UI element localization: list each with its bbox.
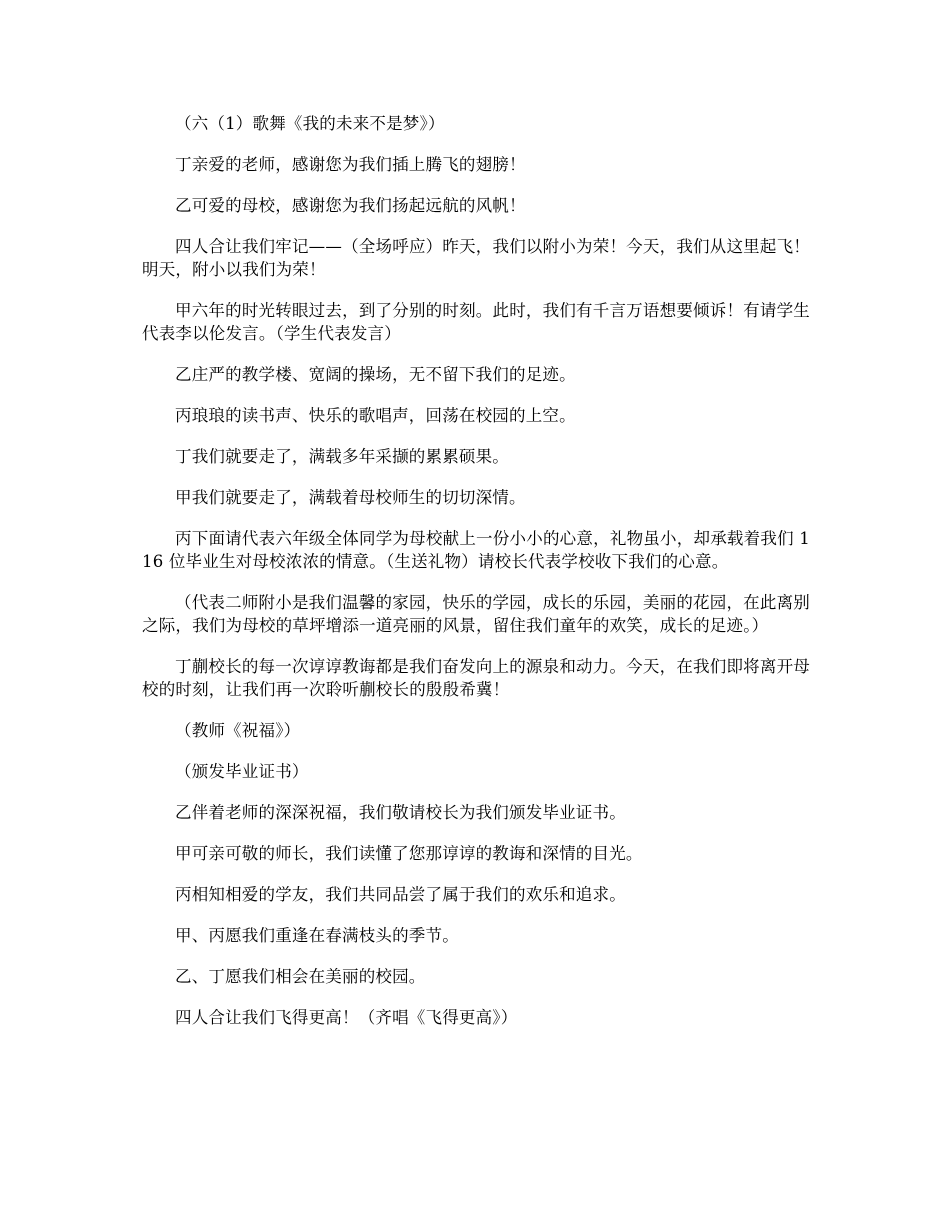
paragraph: 四人合让我们飞得更高！（齐唱《飞得更高》）	[175, 1008, 518, 1027]
document-body	[142, 112, 810, 1047]
paragraph: 丙相知相爱的学友，我们共同品尝了属于我们的欢乐和追求。	[175, 885, 626, 904]
paragraph: 四人合让我们牢记——（全场呼应）昨天，我们以附小为荣！今天，我们从这里起飞！明天，附小以我们为荣！	[142, 237, 810, 279]
paragraph: （教师《祝福》）	[175, 721, 301, 740]
paragraph: 甲我们就要走了，满载着母校师生的切切深情。	[175, 488, 526, 507]
paragraph: 乙、丁愿我们相会在美丽的校园。	[175, 967, 426, 986]
paragraph: 丁我们就要走了，满载多年采撷的累累硕果。	[175, 447, 509, 466]
paragraph: （代表二师附小是我们温馨的家园，快乐的学园，成长的乐园，美丽的花园，在此离别之际，我们为母校的草坪增添一道亮丽的风景，留住我们童年的欢笑，成长的足迹。）	[142, 593, 810, 635]
paragraph: （六（1）歌舞《我的未来不是梦》）	[175, 114, 445, 133]
paragraph: 甲可亲可敬的师长，我们读懂了您那谆谆的教诲和深情的目光。	[175, 844, 643, 863]
paragraph: （颁发毕业证书）	[175, 762, 309, 781]
paragraph: 甲六年的时光转眼过去，到了分别的时刻。此时，我们有千言万语想要倾诉！有请学生代表李以伦发言。（学生代表发言）	[142, 301, 810, 343]
paragraph: 乙庄严的教学楼、宽阔的操场，无不留下我们的足迹。	[175, 365, 576, 384]
paragraph: 丁蒯校长的每一次谆谆教诲都是我们奋发向上的源泉和动力。今天，在我们即将离开母校的时刻，让我们再一次聆听蒯校长的殷殷希冀！	[142, 657, 810, 699]
paragraph: 乙可爱的母校，感谢您为我们扬起远航的风帆！	[175, 196, 526, 215]
paragraph: 丙下面请代表六年级全体同学为母校献上一份小小的心意，礼物虽小，却承载着我们 116 位毕业生对母校浓浓的情意。（生送礼物）请校长代表学校收下我们的心意。	[142, 529, 810, 571]
paragraph: 丁亲爱的老师，感谢您为我们插上腾飞的翅膀！	[175, 155, 526, 174]
paragraph: 丙琅琅的读书声、快乐的歌唱声，回荡在校园的上空。	[175, 406, 576, 425]
paragraph: 乙伴着老师的深深祝福，我们敬请校长为我们颁发毕业证书。	[175, 803, 626, 822]
paragraph: 甲、丙愿我们重逢在春满枝头的季节。	[175, 926, 459, 945]
